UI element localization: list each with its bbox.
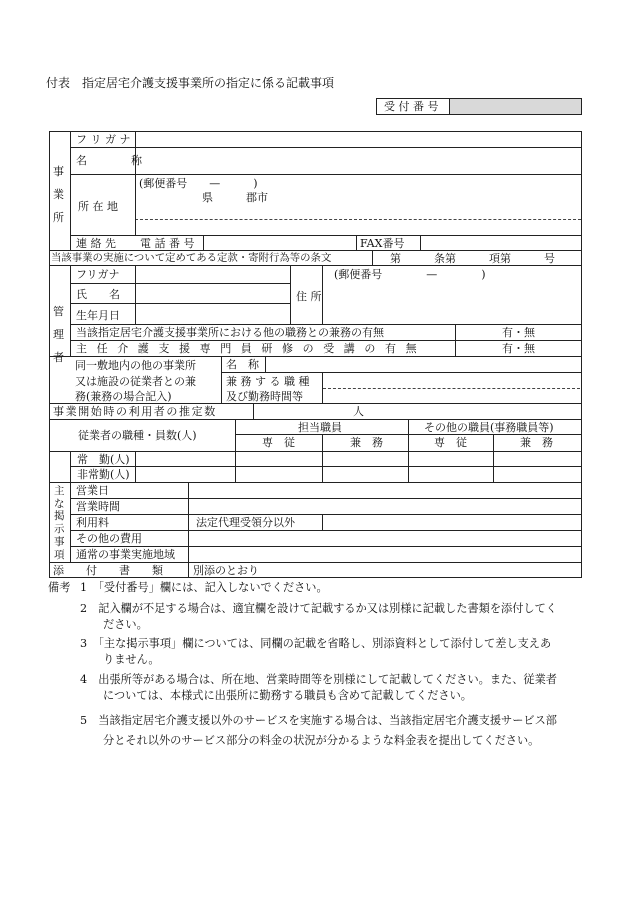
office-phone-field[interactable] xyxy=(204,236,355,249)
other-job-field[interactable] xyxy=(323,373,580,402)
manager-concurrent-duty-choice[interactable]: 有・無 xyxy=(502,326,535,339)
staff-group-assigned: 担当職員 xyxy=(298,421,342,434)
manager-birthdate-field[interactable] xyxy=(136,304,289,323)
staff-row-parttime: 非常勤(人) xyxy=(77,468,130,481)
attachment-value: 別添のとおり xyxy=(193,564,259,577)
office-name-field[interactable] xyxy=(136,148,580,173)
other-office-label: 同一敷地内の他の事業所 又は施設の従業者との兼 務(兼務の場合記入) xyxy=(75,359,196,403)
staff-sub-concurrent-2: 兼 務 xyxy=(520,436,553,449)
articles-field[interactable]: 第 条第 項第 号 xyxy=(390,252,555,265)
remark-4-cont: については、本様式に出張所に勤務する職員も含めて記載してください。 xyxy=(103,689,472,702)
manager-name-label: 氏 名 xyxy=(76,288,120,301)
other-job-label: 兼 務 す る 職 種 及び勤務時間等 xyxy=(226,375,310,403)
remark-5: 5 当該指定居宅介護支援以外のサービスを実施する場合は、当該指定居宅介護支援サービス部 xyxy=(80,714,557,727)
estimated-users-label: 事業開始時の利用者の推定数 xyxy=(53,405,217,418)
remark-2: 2 記入欄が不足する場合は、適宜欄を設けて記載するか又は別様に記載した書類を添付してく xyxy=(80,602,557,615)
posting-service-area: 通常の事業実施地域 xyxy=(76,548,175,561)
estimated-users-field[interactable] xyxy=(254,404,349,418)
office-fax-field[interactable] xyxy=(421,236,580,249)
office-section-label: 事 業 所 xyxy=(53,165,64,224)
staff-sub-fulltime-2: 専 従 xyxy=(434,436,467,449)
posting-other-costs: その他の費用 xyxy=(76,532,142,545)
reception-number-field[interactable] xyxy=(450,99,581,114)
estimated-users-unit: 人 xyxy=(353,405,364,418)
remark-3-cont: りません。 xyxy=(103,653,160,666)
manager-address-label: 住 所 xyxy=(296,290,322,303)
office-phone-label: 電 話 番 号 xyxy=(140,237,195,250)
office-name-label: 名 称 xyxy=(76,154,142,167)
attachment-label: 添 付 書 類 xyxy=(53,564,163,577)
office-prefecture-city[interactable]: 県 郡市 xyxy=(202,191,268,204)
staff-sub-concurrent-1: 兼 務 xyxy=(350,436,383,449)
office-address-label: 所 在 地 xyxy=(78,200,118,213)
office-fax-label: FAX番号 xyxy=(360,237,405,250)
remark-1: 1 「受付番号」欄には、記入しないでください。 xyxy=(80,581,328,594)
office-contact-label: 連 絡 先 xyxy=(76,237,116,250)
other-office-name-field[interactable] xyxy=(266,357,580,371)
staff-row-fulltime: 常 勤(人) xyxy=(77,453,130,466)
office-address-field[interactable] xyxy=(136,220,580,234)
office-furigana-field[interactable] xyxy=(136,132,580,146)
posting-fee-note: 法定代理受領分以外 xyxy=(196,516,295,529)
manager-name-field[interactable] xyxy=(136,284,289,302)
manager-furigana-field[interactable] xyxy=(136,266,289,282)
other-office-name-label: 名 称 xyxy=(226,358,259,371)
office-furigana-label: フ リ ガ ナ xyxy=(76,133,131,146)
manager-concurrent-duty-label: 当該指定居宅介護支援事業所における他の職務との兼務の有無 xyxy=(76,326,384,339)
reception-number-label: 受 付 番 号 xyxy=(384,100,439,113)
manager-training-choice[interactable]: 有・無 xyxy=(502,342,535,355)
remark-5-cont: 分とそれ以外のサービス部分の料金の状況が分かるような料金表を提出してください。 xyxy=(103,734,540,747)
staff-header: 従業者の職種・員数(人) xyxy=(78,429,197,442)
manager-postal-code[interactable]: (郵便番号 — ) xyxy=(334,268,486,281)
manager-furigana-label: フリガナ xyxy=(76,268,120,281)
manager-birthdate-label: 生年月日 xyxy=(76,309,120,322)
remark-3: 3 「主な掲示事項」欄については、同欄の記載を省略し、別添資料として添付して差し支えあ xyxy=(80,637,552,650)
office-postal-code[interactable]: (郵便番号 — ) xyxy=(139,177,258,190)
postings-section-label: 主 な 掲 示 事 項 xyxy=(54,485,65,561)
remark-2-cont: ださい。 xyxy=(103,618,148,631)
posting-business-hours: 営業時間 xyxy=(76,500,120,513)
articles-label: 当該事業の実施について定めてある定款・寄附行為等の条文 xyxy=(51,252,332,264)
remarks-label: 備考 xyxy=(48,581,71,594)
remark-4: 4 出張所等がある場合は、所在地、営業時間等を別様にして記載してください。また、従業者 xyxy=(80,673,557,686)
staff-group-other: その他の職員(事務職員等) xyxy=(424,421,554,434)
manager-section-label: 管 理 者 xyxy=(53,305,64,364)
manager-training-label: 主任介護支援専門員研修の受講の有無 xyxy=(76,342,427,355)
page-title: 付表 指定居宅介護支援事業所の指定に係る記載事項 xyxy=(46,76,335,90)
posting-business-days: 営業日 xyxy=(76,484,109,497)
posting-fees: 利用料 xyxy=(76,516,109,529)
staff-sub-fulltime-1: 専 従 xyxy=(262,436,295,449)
manager-address-field[interactable] xyxy=(323,284,580,323)
